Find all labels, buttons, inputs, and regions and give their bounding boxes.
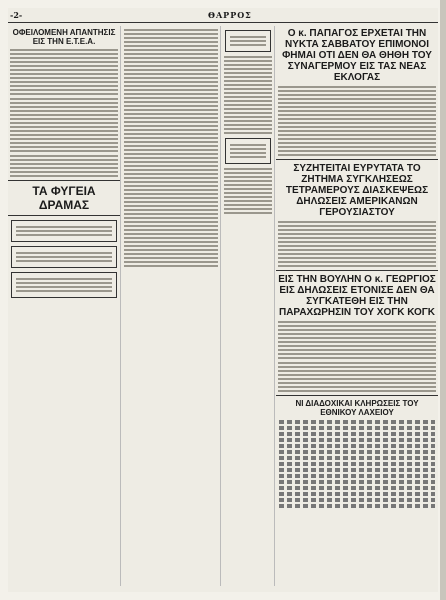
article-body (10, 98, 118, 152)
newspaper-page (8, 8, 438, 592)
article-body (278, 362, 436, 392)
column-2 (122, 26, 221, 586)
ad-box-3 (11, 272, 117, 298)
column-1 (8, 26, 121, 586)
notice-box (225, 30, 271, 52)
article-body (278, 321, 436, 359)
headline-right-bottom: ΝΙ ΔΙΑΔΟΧΙΚΑΙ ΚΛΗΡΩΣΕΙΣ ΤΟΥ ΕΘΝΙΚΟΥ ΛΑΧΕΙΟΥ (295, 399, 419, 417)
ad-title: ΤΑ ΦΥΓΕΙΑ ΔΡΑΜΑΣ (32, 184, 96, 212)
headline-right-mid: ΣΥΖΗΤΕΙΤΑΙ ΕΥΡΥΤΑΤΑ ΤΟ ΖΗΤΗΜΑ ΣΥΓΚΛΗΣΕΩΣ ΤΕΤΡΑΜΕΡΟΥΣ ΔΙΑΣΚΕΨΕΩΣ ΔΗΛΩΣΕΙΣ ΑΜΕΡΙΚΑΝΩΝ ΓΕΡΟΥΣΙΑΣΤΟΥ (285, 163, 429, 218)
lottery-table (279, 420, 435, 508)
article-body (278, 221, 436, 267)
headline-right-low: ΕΙΣ ΤΗΝ ΒΟΥΛΗΝ Ο κ. ΓΕΩΡΓΙΟΣ ΕΙΣ ΔΗΛΩΣΕΙΣ ΕΤΟΝΙΣΕ ΔΕΝ ΘΑ ΣΥΓΚΑΤΕΘΗ ΕΙΣ ΤΗΝ ΠΑΡΑΧΩΡΗΣΙΝ ΤΟΥ ΧΟΓΚ ΚΟΓΚ (278, 274, 436, 318)
masthead (8, 8, 438, 23)
article-body (224, 168, 272, 214)
headline-col1-top: ΟΦΕΙΛΟΜΕΝΗ ΑΠΑΝΤΗΣΙΣ ΕΙΣ ΤΗΝ Ε.Τ.Ε.Α. (12, 28, 116, 46)
column-3 (222, 26, 275, 586)
article-body (10, 49, 118, 95)
article-body (224, 56, 272, 134)
article-body (124, 29, 218, 267)
ad-box-1 (11, 220, 117, 242)
page-number: -2- (10, 10, 23, 20)
paper-name: ΘΑΡΡΟΣ (208, 10, 252, 20)
article-body (10, 155, 118, 177)
ad-box-2 (11, 246, 117, 268)
column-right (276, 26, 438, 586)
article-body (278, 86, 436, 156)
headline-right-top: Ο κ. ΠΑΠΑΓΟΣ ΕΡΧΕΤΑΙ ΤΗΝ ΝΥΚΤΑ ΣΑΒΒΑΤΟΥ ΕΠΙΜΟΝΟΙ ΦΗΜΑΙ ΟΤΙ ΔΕΝ ΘΑ ΘΗΘΗ ΤΟΥ ΣΥΝΑΓΕΡΜΟΥ ΕΙΣ ΤΑΣ ΝΕΑΣ ΕΚΛΟΓΑΣ (282, 28, 432, 83)
notice-box (225, 138, 271, 164)
page-edge (440, 0, 446, 600)
